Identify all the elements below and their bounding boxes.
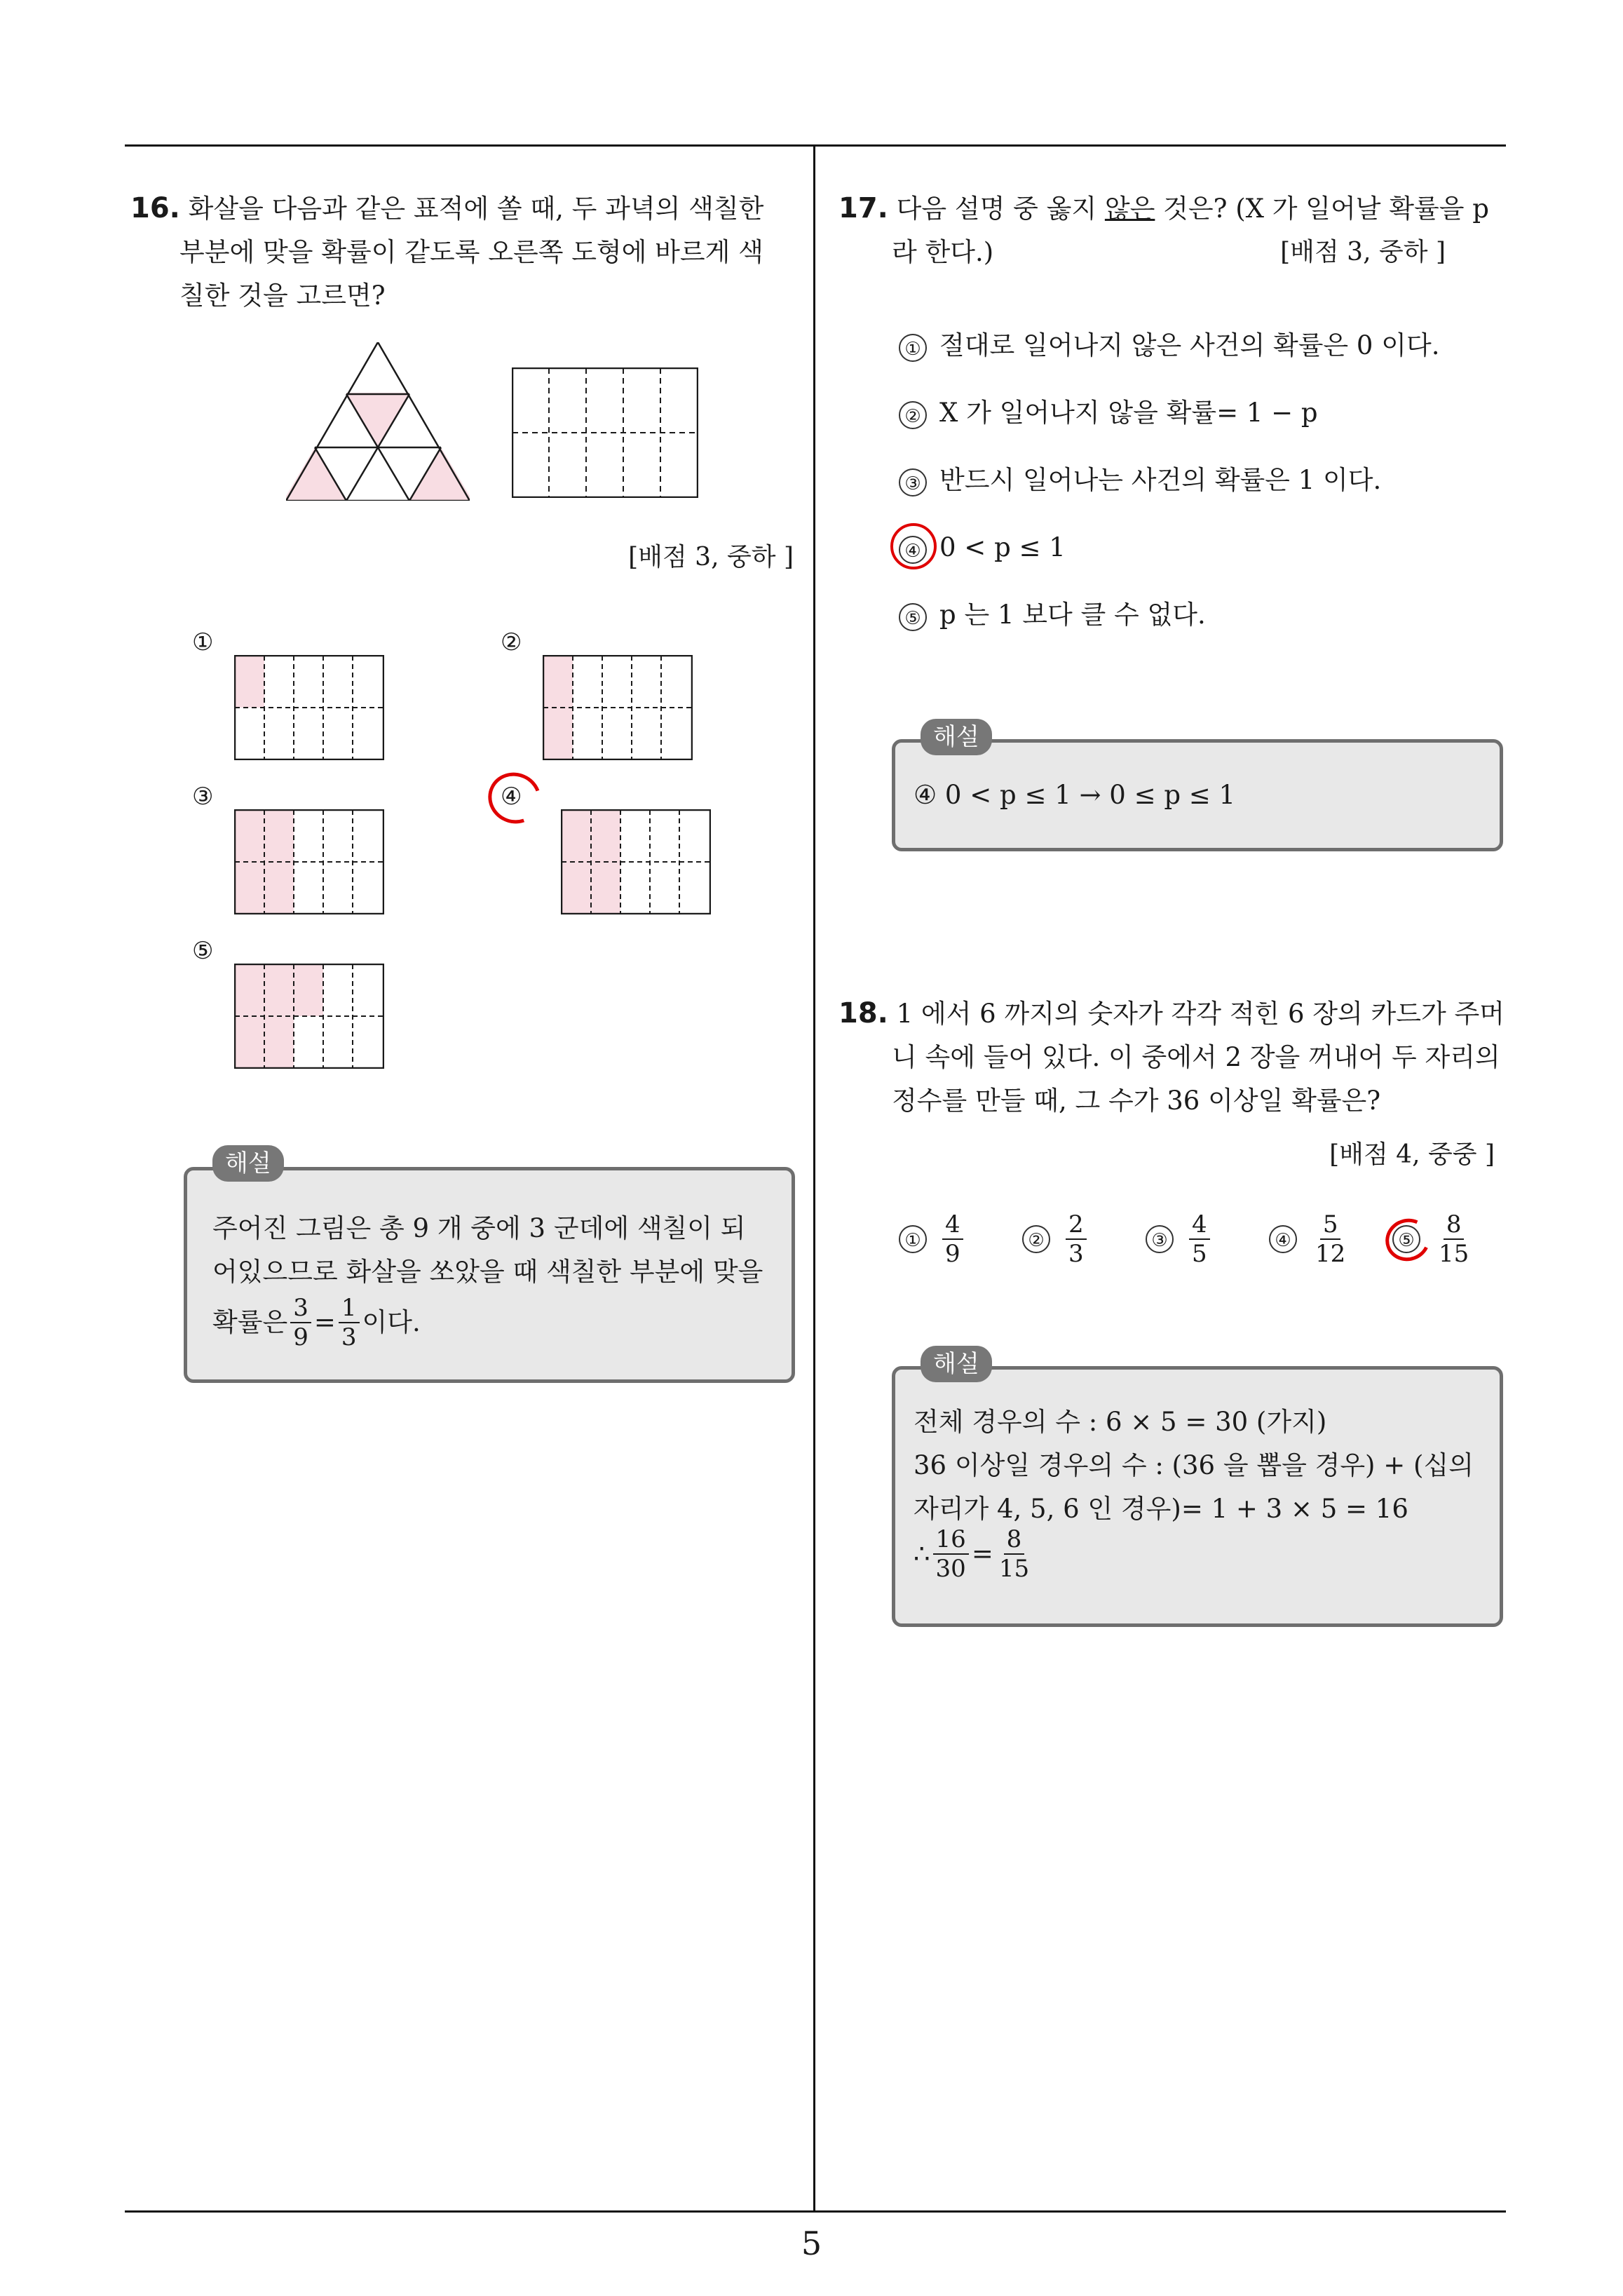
solution-tag: 해설 bbox=[212, 1145, 284, 1182]
question-number: 16. bbox=[130, 192, 180, 224]
option-text: 절대로 일어나지 않은 사건의 확률은 0 이다. bbox=[939, 330, 1440, 360]
score-label: [배점 4, 중중 ] bbox=[1329, 1140, 1495, 1169]
fraction: $\frac{2}{3}$ bbox=[1066, 1210, 1087, 1268]
fraction: $\frac{16}{30}$ bbox=[933, 1525, 969, 1583]
question-text-line: 부분에 맞을 확률이 같도록 오른쪽 도형에 바르게 색 bbox=[179, 237, 763, 267]
fraction: $\frac{1}{3}$ bbox=[339, 1294, 360, 1351]
option-mark: ① bbox=[899, 334, 927, 362]
question-text-line: 1 에서 6 까지의 숫자가 각각 적힌 6 장의 카드가 주머 bbox=[896, 999, 1505, 1029]
option-3-grid[interactable] bbox=[234, 809, 384, 914]
option-mark: ④ bbox=[501, 783, 522, 811]
option-1[interactable] bbox=[899, 328, 1439, 363]
fraction: $\frac{3}{9}$ bbox=[290, 1294, 311, 1351]
question-number: 18. bbox=[838, 997, 888, 1029]
option-4[interactable] bbox=[899, 530, 1066, 565]
score-label: [배점 3, 중하 ] bbox=[1280, 238, 1446, 266]
bottom-rule bbox=[125, 2210, 1506, 2213]
question-16 bbox=[130, 187, 803, 318]
question-17 bbox=[838, 187, 1512, 274]
fraction: $\frac{8}{15}$ bbox=[1439, 1210, 1469, 1268]
option-mark: ④ bbox=[1269, 1225, 1297, 1253]
fraction: $\frac{5}{12}$ bbox=[1315, 1210, 1346, 1268]
solution-line: 자리가 4, 5, 6 인 경우)= 1 + 3 × 5 = 16 bbox=[914, 1494, 1408, 1524]
question-text-line: 라 한다.) bbox=[892, 237, 994, 267]
page-number: 5 bbox=[801, 2224, 822, 2262]
therefore-sign: ∴ bbox=[914, 1539, 930, 1569]
option-3[interactable] bbox=[899, 463, 1381, 498]
option-text: X 가 일어나지 않을 확률= 1 − p bbox=[939, 398, 1318, 428]
option-5[interactable] bbox=[1392, 1210, 1474, 1268]
question-text: 것은? (X 가 일어날 확률을 p bbox=[1155, 194, 1489, 224]
solution-line: 주어진 그림은 총 9 개 중에 3 군데에 색칠이 되 bbox=[212, 1213, 746, 1243]
option-mark: ⑤ bbox=[192, 937, 214, 965]
fraction: $\frac{4}{5}$ bbox=[1189, 1210, 1210, 1268]
question-18 bbox=[838, 992, 1512, 1123]
top-rule bbox=[125, 144, 1506, 147]
solution-box-16 bbox=[184, 1149, 795, 1383]
option-mark: ② bbox=[899, 401, 927, 429]
solution-box-18 bbox=[892, 1350, 1503, 1627]
option-1[interactable] bbox=[899, 1210, 966, 1268]
solution-box-17 bbox=[892, 723, 1503, 851]
option-4-grid[interactable] bbox=[561, 809, 711, 914]
fraction: $\frac{4}{9}$ bbox=[942, 1210, 963, 1268]
equals-sign: = bbox=[971, 1539, 993, 1569]
question-text-line: 칠한 것을 고르면? bbox=[179, 281, 386, 311]
solution-tag: 해설 bbox=[921, 1346, 992, 1382]
fraction: $\frac{8}{15}$ bbox=[998, 1525, 1030, 1583]
option-text: 0 < p ≤ 1 bbox=[939, 532, 1066, 562]
solution-line: 어있으므로 화살을 쏘았을 때 색칠한 부분에 맞을 bbox=[212, 1257, 763, 1287]
triangle-target-figure bbox=[286, 342, 470, 501]
shaded-triangle bbox=[409, 447, 470, 501]
option-mark: ④ bbox=[899, 536, 927, 564]
solution-line: 36 이상일 경우의 수 : (36 을 뽑을 경우) + (십의 bbox=[914, 1450, 1474, 1480]
option-mark: ① bbox=[192, 628, 214, 656]
solution-line: 전체 경우의 수 : 6 × 5 = 30 (가지) bbox=[914, 1407, 1327, 1437]
solution-text: ④ 0 < p ≤ 1 → 0 ≤ p ≤ 1 bbox=[914, 780, 1236, 810]
column-divider bbox=[813, 144, 815, 2213]
option-mark: ⑤ bbox=[899, 603, 927, 631]
shaded-triangle bbox=[286, 447, 346, 501]
option-mark: ② bbox=[501, 628, 522, 656]
option-mark: ③ bbox=[192, 783, 214, 811]
equals-sign: = bbox=[313, 1307, 336, 1337]
option-4[interactable] bbox=[1269, 1210, 1351, 1268]
option-2[interactable] bbox=[899, 396, 1318, 431]
option-mark: ③ bbox=[899, 468, 927, 497]
solution-text: 확률은 bbox=[212, 1307, 288, 1337]
option-3[interactable] bbox=[1146, 1210, 1213, 1268]
option-text: 반드시 일어나는 사건의 확률은 1 이다. bbox=[939, 465, 1382, 495]
solution-text: 이다. bbox=[362, 1307, 421, 1337]
option-1-grid[interactable] bbox=[234, 655, 384, 760]
question-text-line: 니 속에 들어 있다. 이 중에서 2 장을 꺼내어 두 자리의 bbox=[892, 1042, 1500, 1072]
underlined-word: 않은 bbox=[1104, 194, 1155, 224]
option-5-grid[interactable] bbox=[234, 964, 384, 1069]
rectangle-target-figure bbox=[512, 367, 698, 498]
question-number: 17. bbox=[838, 192, 888, 224]
option-mark: ② bbox=[1022, 1225, 1050, 1253]
question-text-line: 정수를 만들 때, 그 수가 36 이상일 확률은? bbox=[892, 1086, 1381, 1116]
option-2[interactable] bbox=[1022, 1210, 1089, 1268]
option-text: p 는 1 보다 클 수 없다. bbox=[939, 600, 1206, 630]
option-mark: ③ bbox=[1146, 1225, 1174, 1253]
answer-mark-circle bbox=[480, 764, 549, 832]
solution-tag: 해설 bbox=[921, 719, 992, 755]
score-label: [배점 3, 중하 ] bbox=[628, 543, 794, 572]
option-mark: ① bbox=[899, 1225, 927, 1253]
option-mark: ⑤ bbox=[1392, 1225, 1420, 1253]
question-text-line: 화살을 다음과 같은 표적에 쏠 때, 두 과녁의 색칠한 bbox=[188, 194, 764, 224]
option-5[interactable] bbox=[899, 597, 1206, 633]
question-text: 다음 설명 중 옳지 bbox=[896, 194, 1105, 224]
option-2-grid[interactable] bbox=[543, 655, 693, 760]
